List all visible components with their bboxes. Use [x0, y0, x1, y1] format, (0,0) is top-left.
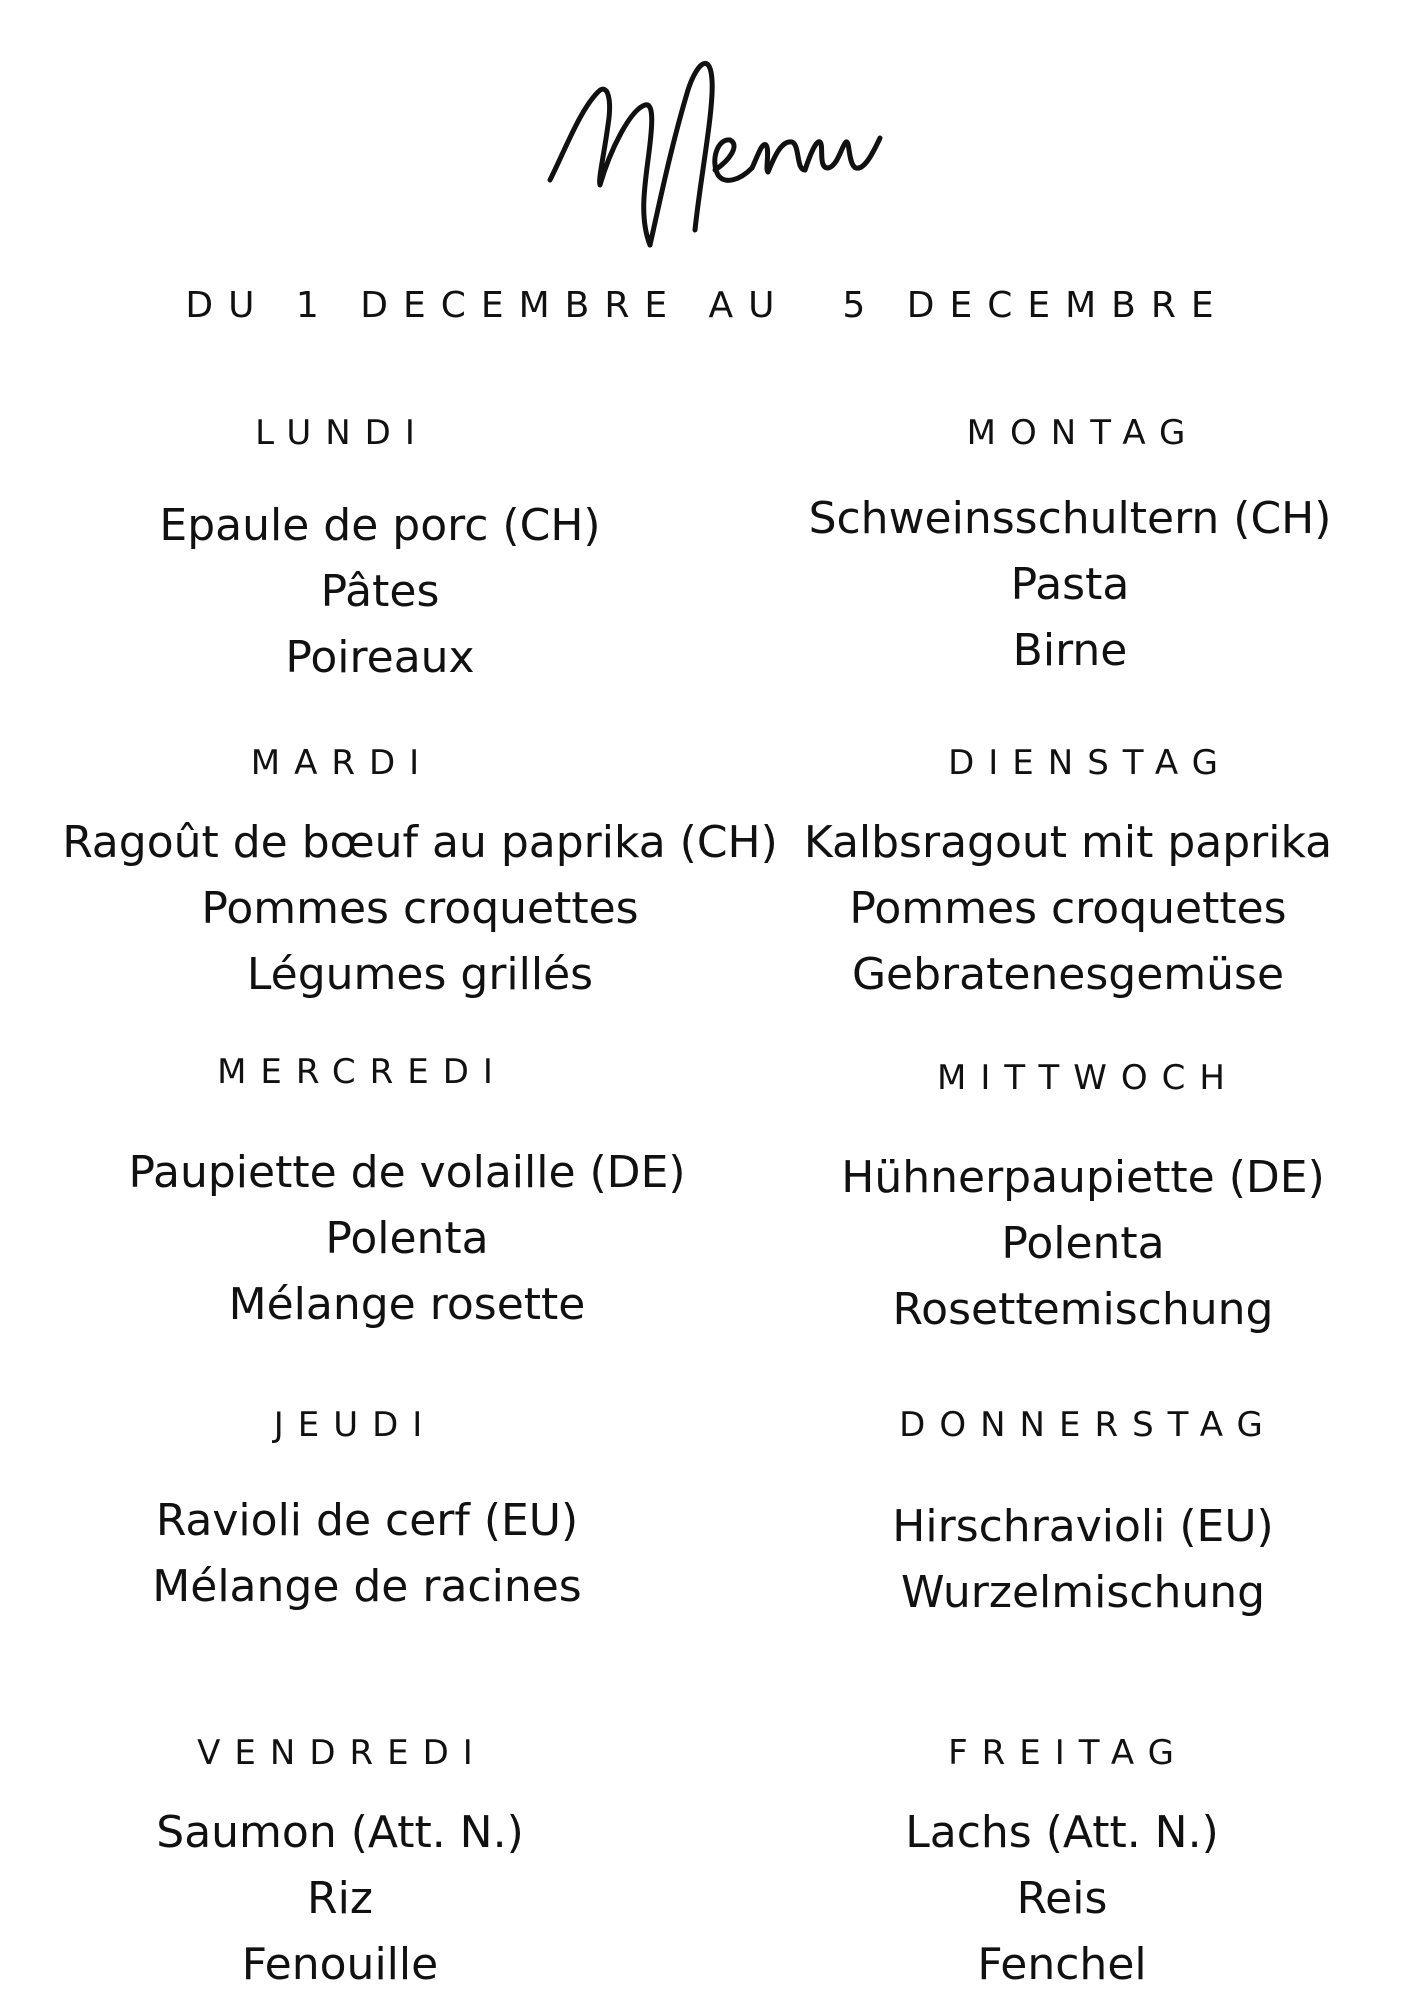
- dish-item: Pommes croquettes: [849, 883, 1287, 934]
- dish-list-fr-friday: [156, 1800, 523, 1998]
- dish-item: Riz: [307, 1873, 373, 1924]
- dish-item: Wurzelmischung: [900, 1567, 1266, 1618]
- day-label-de-tuesday: DIENSTAG: [948, 743, 1232, 783]
- dish-list-fr-thursday: [152, 1488, 581, 1620]
- dish-list-fr-monday: [159, 493, 600, 691]
- dish-item: Rosettemischung: [892, 1284, 1274, 1335]
- dish-item: Hirschravioli (EU): [892, 1501, 1274, 1552]
- dish-list-de-friday: [905, 1800, 1219, 1998]
- dish-item: Pâtes: [320, 566, 440, 617]
- menu-title-logo: [520, 30, 900, 270]
- dish-item: Mélange rosette: [228, 1279, 586, 1330]
- dish-list-fr-wednesday: [128, 1140, 685, 1338]
- dish-item: Pommes croquettes: [201, 883, 639, 934]
- dish-list-de-wednesday: [841, 1145, 1324, 1343]
- date-range: DU 1 DECEMBRE AU 5 DECEMBRE: [185, 285, 1229, 326]
- dish-item: Lachs (Att. N.): [905, 1807, 1219, 1858]
- day-label-fr-thursday: JEUDI: [273, 1405, 437, 1445]
- dish-item: Saumon (Att. N.): [156, 1807, 524, 1858]
- day-label-fr-tuesday: MARDI: [250, 743, 434, 783]
- day-label-de-wednesday: MITTWOCH: [937, 1058, 1239, 1098]
- dish-item: Paupiette de volaille (DE): [128, 1147, 686, 1198]
- dish-item: Schweinsschultern (CH): [808, 493, 1332, 544]
- dish-item: Pasta: [1010, 559, 1130, 610]
- day-label-de-thursday: DONNERSTAG: [899, 1405, 1277, 1445]
- dish-item: Polenta: [325, 1213, 489, 1264]
- dish-item: Mélange de racines: [152, 1561, 582, 1612]
- dish-item: Reis: [1016, 1873, 1108, 1924]
- dish-item: Poireaux: [285, 632, 475, 683]
- dish-item: Birne: [1012, 625, 1128, 676]
- menu-title-script: [520, 30, 900, 270]
- dish-item: Kalbsragout mit paprika: [803, 817, 1333, 868]
- dish-item: Ravioli de cerf (EU): [155, 1495, 579, 1546]
- dish-item: Epaule de porc (CH): [159, 500, 601, 551]
- day-label-fr-monday: LUNDI: [255, 413, 429, 453]
- day-label-de-monday: MONTAG: [966, 413, 1200, 453]
- dish-item: Ragoût de bœuf au paprika (CH): [62, 817, 778, 868]
- dish-item: Gebratenesgemüse: [851, 949, 1285, 1000]
- day-label-fr-friday: VENDREDI: [197, 1733, 487, 1773]
- dish-item: Hühnerpaupiette (DE): [841, 1152, 1325, 1203]
- dish-list-de-thursday: [892, 1494, 1273, 1626]
- dish-item: Polenta: [1001, 1218, 1165, 1269]
- dish-item: Fenchel: [977, 1939, 1147, 1990]
- dish-list-fr-tuesday: [62, 810, 778, 1008]
- day-label-de-friday: FREITAG: [948, 1733, 1188, 1773]
- dish-list-de-tuesday: [804, 810, 1332, 1008]
- dish-item: Légumes grillés: [246, 949, 594, 1000]
- dish-list-de-monday: [809, 486, 1332, 684]
- day-label-fr-wednesday: MERCREDI: [217, 1052, 507, 1092]
- dish-item: Fenouille: [241, 1939, 439, 1990]
